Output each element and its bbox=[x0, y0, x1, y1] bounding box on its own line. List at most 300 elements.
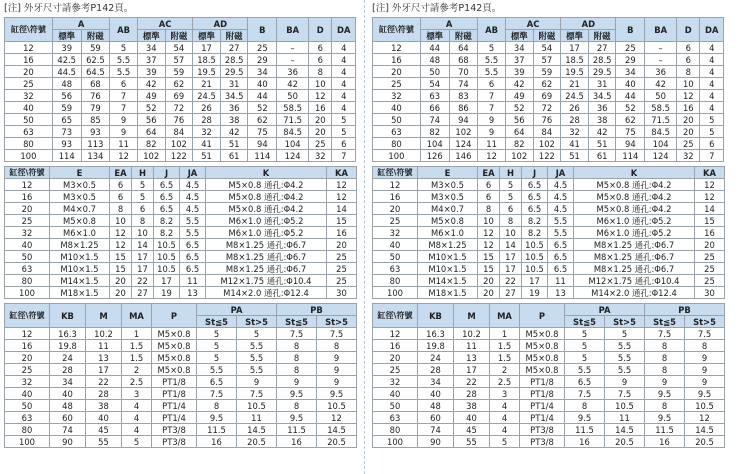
table-row bbox=[5, 275, 357, 287]
value-cell: 6.5 bbox=[154, 191, 180, 203]
bore-cell: 80 bbox=[5, 275, 50, 287]
value-cell: 6.5 bbox=[548, 239, 574, 251]
col-bore: 缸徑\符號 bbox=[373, 167, 418, 179]
value-cell: 72 bbox=[165, 102, 193, 114]
value-cell: 28 bbox=[454, 388, 490, 400]
value-cell: PT1/4 bbox=[520, 400, 565, 412]
bore-cell: 80 bbox=[5, 138, 53, 150]
bore-cell: 40 bbox=[5, 239, 50, 251]
col-B: B bbox=[616, 18, 645, 42]
value-cell: 4.5 bbox=[180, 179, 206, 191]
value-cell: 102 bbox=[137, 150, 165, 162]
dimension-table-3 bbox=[372, 303, 725, 448]
value-cell: 17 bbox=[500, 251, 522, 263]
value-cell: PT3/8 bbox=[152, 436, 197, 448]
value-cell: 104 bbox=[420, 138, 449, 150]
bore-cell: 100 bbox=[373, 436, 418, 448]
value-cell: 11 bbox=[605, 412, 645, 424]
value-cell: 83 bbox=[449, 90, 478, 102]
value-cell: 16 bbox=[197, 436, 237, 448]
value-cell: 48 bbox=[418, 400, 454, 412]
table-row bbox=[5, 263, 357, 275]
value-cell: M5×0.8 bbox=[520, 328, 565, 340]
value-cell: 8 bbox=[197, 400, 237, 412]
value-cell: 93 bbox=[52, 138, 81, 150]
table-row bbox=[373, 179, 725, 191]
value-cell: 56 bbox=[505, 114, 533, 126]
value-cell: 5 bbox=[197, 340, 237, 352]
value-cell: 40 bbox=[248, 78, 277, 90]
value-cell: 4.5 bbox=[548, 191, 574, 203]
value-cell: 44 bbox=[420, 42, 449, 54]
value-cell: 49 bbox=[505, 90, 533, 102]
col-K: K bbox=[574, 167, 695, 179]
value-cell: 76 bbox=[81, 90, 110, 102]
bore-cell: 20 bbox=[373, 352, 418, 364]
value-cell: 38 bbox=[588, 114, 616, 126]
value-cell: 102 bbox=[533, 138, 561, 150]
value-cell: 9 bbox=[685, 364, 725, 376]
value-cell: 9 bbox=[277, 376, 317, 388]
bore-cell: 50 bbox=[373, 251, 418, 263]
value-cell: 11 bbox=[237, 412, 277, 424]
dimension-table-1 bbox=[372, 17, 724, 162]
value-cell: 8 bbox=[645, 364, 685, 376]
table-row bbox=[373, 54, 724, 66]
value-cell: 9 bbox=[317, 352, 357, 364]
value-cell: 86 bbox=[449, 102, 478, 114]
col-KB: KB bbox=[50, 304, 86, 328]
value-cell: 14 bbox=[500, 239, 522, 251]
value-cell: 14 bbox=[132, 239, 154, 251]
value-cell: 8 bbox=[645, 400, 685, 412]
bore-cell: 32 bbox=[5, 227, 50, 239]
value-cell: 4.5 bbox=[180, 203, 206, 215]
col-PA: PA bbox=[197, 304, 277, 316]
value-cell: 4 bbox=[332, 78, 356, 90]
value-cell: 11 bbox=[180, 275, 206, 287]
value-cell: 6.5 bbox=[154, 203, 180, 215]
bore-cell: 20 bbox=[5, 66, 53, 78]
value-cell: 4 bbox=[122, 424, 152, 436]
value-cell: 54 bbox=[420, 78, 449, 90]
value-cell: 10 bbox=[677, 78, 700, 90]
col-KA: KA bbox=[327, 167, 357, 179]
value-cell: 62 bbox=[533, 78, 561, 90]
col-KB: KB bbox=[418, 304, 454, 328]
table-row bbox=[373, 114, 724, 126]
value-cell: 122 bbox=[165, 150, 193, 162]
table-row bbox=[5, 227, 357, 239]
value-cell: 6 bbox=[478, 179, 500, 191]
value-cell: 36 bbox=[645, 66, 677, 78]
value-cell: 17 bbox=[193, 42, 221, 54]
col-AC-std: 標準 bbox=[505, 30, 533, 42]
left-panel bbox=[4, 3, 356, 448]
value-cell: 64.5 bbox=[81, 66, 110, 78]
value-cell: 38 bbox=[86, 400, 122, 412]
bore-cell: 16 bbox=[5, 54, 53, 66]
value-cell: 12 bbox=[685, 412, 725, 424]
value-cell: 16 bbox=[277, 436, 317, 448]
value-cell: 5.5 bbox=[548, 215, 574, 227]
bore-cell: 16 bbox=[373, 54, 421, 66]
bore-cell: 63 bbox=[5, 126, 53, 138]
bore-cell: 32 bbox=[5, 376, 50, 388]
value-cell: 73 bbox=[52, 126, 81, 138]
value-cell: M14×1.5 bbox=[418, 275, 478, 287]
value-cell: 12 bbox=[110, 227, 132, 239]
value-cell: 11 bbox=[454, 340, 490, 352]
value-cell: 65 bbox=[52, 114, 81, 126]
value-cell: 66 bbox=[420, 102, 449, 114]
value-cell: 45 bbox=[86, 424, 122, 436]
table-row bbox=[373, 376, 725, 388]
value-cell: 54 bbox=[165, 42, 193, 54]
value-cell: 15 bbox=[110, 251, 132, 263]
value-cell: 36 bbox=[588, 102, 616, 114]
value-cell: 64 bbox=[137, 126, 165, 138]
value-cell: 10.5 bbox=[237, 400, 277, 412]
value-cell: M8×1.25 通孔:Φ6.7 bbox=[574, 251, 695, 263]
value-cell: 8 bbox=[277, 340, 317, 352]
value-cell: 6 bbox=[700, 138, 724, 150]
bore-cell: 50 bbox=[373, 400, 418, 412]
col-AD-mag: 附磁 bbox=[220, 30, 248, 42]
value-cell: 104 bbox=[645, 138, 677, 150]
bore-cell: 63 bbox=[373, 126, 421, 138]
table-row bbox=[373, 191, 725, 203]
value-cell: 19 bbox=[522, 287, 548, 299]
value-cell: 41 bbox=[561, 138, 589, 150]
value-cell: 4 bbox=[332, 102, 356, 114]
value-cell: 28 bbox=[86, 388, 122, 400]
value-cell: 76 bbox=[165, 114, 193, 126]
value-cell: 18.5 bbox=[561, 54, 589, 66]
col-bore: 缸徑\符號 bbox=[5, 304, 50, 328]
table-row bbox=[5, 364, 357, 376]
value-cell: 59 bbox=[81, 42, 110, 54]
value-cell: 28 bbox=[50, 364, 86, 376]
value-cell: 6.5 bbox=[154, 179, 180, 191]
value-cell: 16 bbox=[309, 102, 332, 114]
col-BA: BA bbox=[645, 18, 677, 42]
col-M: M bbox=[86, 304, 122, 328]
dimension-table-2 bbox=[372, 166, 725, 299]
col-AD: AD bbox=[561, 18, 616, 30]
value-cell: PT3/8 bbox=[152, 424, 197, 436]
value-cell: 60 bbox=[50, 412, 86, 424]
table-row bbox=[5, 150, 356, 162]
value-cell: 29 bbox=[248, 54, 277, 66]
value-cell: 50 bbox=[420, 66, 449, 78]
value-cell: 8 bbox=[309, 66, 332, 78]
col-PB: PB bbox=[645, 304, 725, 316]
value-cell: 5.5 bbox=[110, 66, 138, 78]
value-cell: 75 bbox=[248, 126, 277, 138]
table-row bbox=[5, 251, 357, 263]
value-cell: 4.5 bbox=[548, 203, 574, 215]
value-cell: 45 bbox=[454, 424, 490, 436]
value-cell: 18.5 bbox=[193, 54, 221, 66]
value-cell: 10.5 bbox=[522, 263, 548, 275]
value-cell: 9 bbox=[645, 376, 685, 388]
value-cell: 16.3 bbox=[418, 328, 454, 340]
value-cell: 42 bbox=[505, 78, 533, 90]
value-cell: 44 bbox=[248, 90, 277, 102]
value-cell: 42 bbox=[588, 126, 616, 138]
bore-cell: 32 bbox=[373, 90, 421, 102]
col-PB-gt: St>5 bbox=[317, 316, 357, 328]
value-cell: 5 bbox=[700, 114, 724, 126]
value-cell: M3×0.5 bbox=[50, 179, 110, 191]
value-cell: 62 bbox=[165, 78, 193, 90]
value-cell: 15 bbox=[327, 215, 357, 227]
value-cell: 28 bbox=[561, 114, 589, 126]
value-cell: 10.2 bbox=[86, 328, 122, 340]
table-row bbox=[5, 388, 357, 400]
value-cell: 39 bbox=[505, 66, 533, 78]
value-cell: 37 bbox=[505, 54, 533, 66]
value-cell: PT3/8 bbox=[520, 436, 565, 448]
value-cell: 22 bbox=[132, 275, 154, 287]
value-cell: – bbox=[277, 54, 309, 66]
value-cell: M6×1.0 通孔:Φ5.2 bbox=[206, 215, 327, 227]
value-cell: 8 bbox=[478, 203, 500, 215]
value-cell: 19.8 bbox=[50, 340, 86, 352]
value-cell: 6 bbox=[309, 42, 332, 54]
value-cell: 22 bbox=[86, 376, 122, 388]
value-cell: 38 bbox=[220, 114, 248, 126]
table-row bbox=[5, 424, 357, 436]
value-cell: 54 bbox=[533, 42, 561, 54]
value-cell: 146 bbox=[449, 150, 478, 162]
value-cell: 82 bbox=[420, 126, 449, 138]
value-cell: 1.5 bbox=[122, 352, 152, 364]
value-cell: 8.2 bbox=[522, 215, 548, 227]
col-BA: BA bbox=[277, 18, 309, 42]
value-cell: 19.5 bbox=[561, 66, 589, 78]
value-cell: 20 bbox=[695, 239, 725, 251]
value-cell: 6 bbox=[332, 138, 356, 150]
bore-cell: 63 bbox=[373, 412, 418, 424]
value-cell: 12 bbox=[327, 179, 357, 191]
value-cell: 25 bbox=[695, 251, 725, 263]
value-cell: 10 bbox=[500, 227, 522, 239]
value-cell: 9 bbox=[317, 376, 357, 388]
col-M: M bbox=[454, 304, 490, 328]
value-cell: 20 bbox=[309, 126, 332, 138]
table-row bbox=[373, 138, 724, 150]
value-cell: 51 bbox=[561, 150, 589, 162]
value-cell: 19 bbox=[154, 287, 180, 299]
value-cell: 69 bbox=[533, 90, 561, 102]
col-MA: MA bbox=[122, 304, 152, 328]
bore-cell: 16 bbox=[5, 191, 50, 203]
bore-cell: 80 bbox=[373, 424, 418, 436]
value-cell: 5 bbox=[122, 436, 152, 448]
bore-cell: 100 bbox=[5, 287, 50, 299]
table-row bbox=[373, 78, 724, 90]
value-cell: 7 bbox=[700, 150, 724, 162]
value-cell: 44.5 bbox=[52, 66, 81, 78]
value-cell: 94 bbox=[616, 138, 645, 150]
value-cell: 57 bbox=[165, 54, 193, 66]
table-row bbox=[373, 66, 724, 78]
value-cell: 90 bbox=[418, 436, 454, 448]
value-cell: 20.5 bbox=[237, 436, 277, 448]
value-cell: 26 bbox=[561, 102, 589, 114]
value-cell: 25 bbox=[248, 42, 277, 54]
value-cell: 8 bbox=[645, 340, 685, 352]
value-cell: PT1/8 bbox=[520, 388, 565, 400]
value-cell: 17 bbox=[86, 364, 122, 376]
value-cell: 69 bbox=[165, 90, 193, 102]
value-cell: 59 bbox=[165, 66, 193, 78]
value-cell: 17 bbox=[454, 364, 490, 376]
value-cell: 44 bbox=[616, 90, 645, 102]
bore-cell: 63 bbox=[373, 263, 418, 275]
value-cell: 38 bbox=[454, 400, 490, 412]
value-cell: 34 bbox=[137, 42, 165, 54]
table-row bbox=[5, 412, 357, 424]
table-row bbox=[373, 400, 725, 412]
value-cell: 26 bbox=[193, 102, 221, 114]
value-cell: M6×1.0 bbox=[50, 227, 110, 239]
table-row bbox=[5, 376, 357, 388]
value-cell: 7.5 bbox=[197, 388, 237, 400]
value-cell: 4 bbox=[332, 90, 356, 102]
value-cell: 1.5 bbox=[490, 352, 520, 364]
value-cell: 10.5 bbox=[685, 400, 725, 412]
value-cell: 5 bbox=[237, 328, 277, 340]
table-row bbox=[5, 287, 357, 299]
value-cell: 6 bbox=[110, 78, 138, 90]
value-cell: 6 bbox=[309, 54, 332, 66]
value-cell: 4.5 bbox=[180, 191, 206, 203]
value-cell: 8 bbox=[277, 364, 317, 376]
col-K: K bbox=[206, 167, 327, 179]
value-cell: 27 bbox=[588, 42, 616, 54]
value-cell: M12×1.75 通孔:Φ10.4 bbox=[206, 275, 327, 287]
right-panel bbox=[372, 3, 724, 448]
value-cell: 9 bbox=[685, 376, 725, 388]
value-cell: 5.5 bbox=[110, 54, 138, 66]
value-cell: 4 bbox=[490, 424, 520, 436]
bore-cell: 40 bbox=[5, 102, 53, 114]
bore-cell: 25 bbox=[373, 364, 418, 376]
col-PA-gt: St>5 bbox=[237, 316, 277, 328]
col-J: J bbox=[522, 167, 548, 179]
value-cell: 17 bbox=[522, 275, 548, 287]
value-cell: 27 bbox=[132, 287, 154, 299]
value-cell: 11 bbox=[86, 340, 122, 352]
value-cell: 9.5 bbox=[197, 412, 237, 424]
value-cell: 9.5 bbox=[317, 388, 357, 400]
value-cell: 9 bbox=[110, 126, 138, 138]
col-H: H bbox=[132, 167, 154, 179]
value-cell: 7 bbox=[110, 90, 138, 102]
value-cell: 5 bbox=[478, 42, 506, 54]
value-cell: M10×1.5 bbox=[418, 251, 478, 263]
bore-cell: 12 bbox=[373, 179, 418, 191]
col-PA-le: St≦5 bbox=[565, 316, 605, 328]
bore-cell: 12 bbox=[5, 179, 50, 191]
col-A: A bbox=[52, 18, 109, 30]
value-cell: 10.5 bbox=[154, 239, 180, 251]
value-cell: 7 bbox=[110, 102, 138, 114]
value-cell: 48 bbox=[52, 78, 81, 90]
value-cell: 10.5 bbox=[317, 400, 357, 412]
value-cell: M8×1.25 bbox=[418, 239, 478, 251]
value-cell: M10×1.5 bbox=[50, 251, 110, 263]
value-cell: 11.5 bbox=[645, 424, 685, 436]
table-row bbox=[5, 78, 356, 90]
value-cell: 1.5 bbox=[490, 340, 520, 352]
table-row bbox=[373, 150, 724, 162]
value-cell: 10 bbox=[110, 215, 132, 227]
value-cell: M6×1.0 通孔:Φ5.2 bbox=[574, 227, 695, 239]
value-cell: M3×0.5 bbox=[418, 191, 478, 203]
col-PA: PA bbox=[565, 304, 645, 316]
value-cell: 57 bbox=[533, 54, 561, 66]
value-cell: 85 bbox=[81, 114, 110, 126]
value-cell: M8×1.25 bbox=[50, 239, 110, 251]
bore-cell: 50 bbox=[5, 114, 53, 126]
value-cell: 5 bbox=[132, 179, 154, 191]
value-cell: 15 bbox=[695, 215, 725, 227]
value-cell: 61 bbox=[220, 150, 248, 162]
value-cell: 24 bbox=[50, 352, 86, 364]
table-row bbox=[5, 203, 357, 215]
value-cell: 8 bbox=[317, 340, 357, 352]
value-cell: PT1/8 bbox=[152, 376, 197, 388]
value-cell: M5×0.8 通孔:Φ4.2 bbox=[206, 191, 327, 203]
value-cell: 7.5 bbox=[685, 328, 725, 340]
value-cell: 12 bbox=[695, 191, 725, 203]
value-cell: M14×2.0 通孔:Φ12.4 bbox=[574, 287, 695, 299]
value-cell: 12 bbox=[478, 239, 500, 251]
value-cell: 5 bbox=[332, 126, 356, 138]
col-EA: EA bbox=[110, 167, 132, 179]
value-cell: 15 bbox=[478, 263, 500, 275]
value-cell: 84.5 bbox=[645, 126, 677, 138]
value-cell: 124 bbox=[277, 150, 309, 162]
value-cell: 20.5 bbox=[685, 436, 725, 448]
value-cell: PT1/8 bbox=[152, 388, 197, 400]
value-cell: 4 bbox=[332, 42, 356, 54]
table-row bbox=[5, 114, 356, 126]
value-cell: 41 bbox=[193, 138, 221, 150]
value-cell: 48 bbox=[420, 54, 449, 66]
value-cell: 14 bbox=[327, 203, 357, 215]
value-cell: 102 bbox=[165, 138, 193, 150]
value-cell: 5 bbox=[500, 191, 522, 203]
value-cell: 9.5 bbox=[685, 388, 725, 400]
value-cell: M8×1.25 通孔:Φ6.7 bbox=[206, 263, 327, 275]
value-cell: 51 bbox=[588, 138, 616, 150]
table-row bbox=[373, 42, 724, 54]
value-cell: M5×0.8 bbox=[418, 215, 478, 227]
value-cell: 4 bbox=[700, 54, 724, 66]
value-cell: 6 bbox=[132, 203, 154, 215]
col-KA: KA bbox=[695, 167, 725, 179]
table-row bbox=[373, 102, 724, 114]
value-cell: 5 bbox=[565, 340, 605, 352]
value-cell: 20.5 bbox=[605, 436, 645, 448]
value-cell: PT1/4 bbox=[152, 412, 197, 424]
value-cell: 42 bbox=[645, 78, 677, 90]
